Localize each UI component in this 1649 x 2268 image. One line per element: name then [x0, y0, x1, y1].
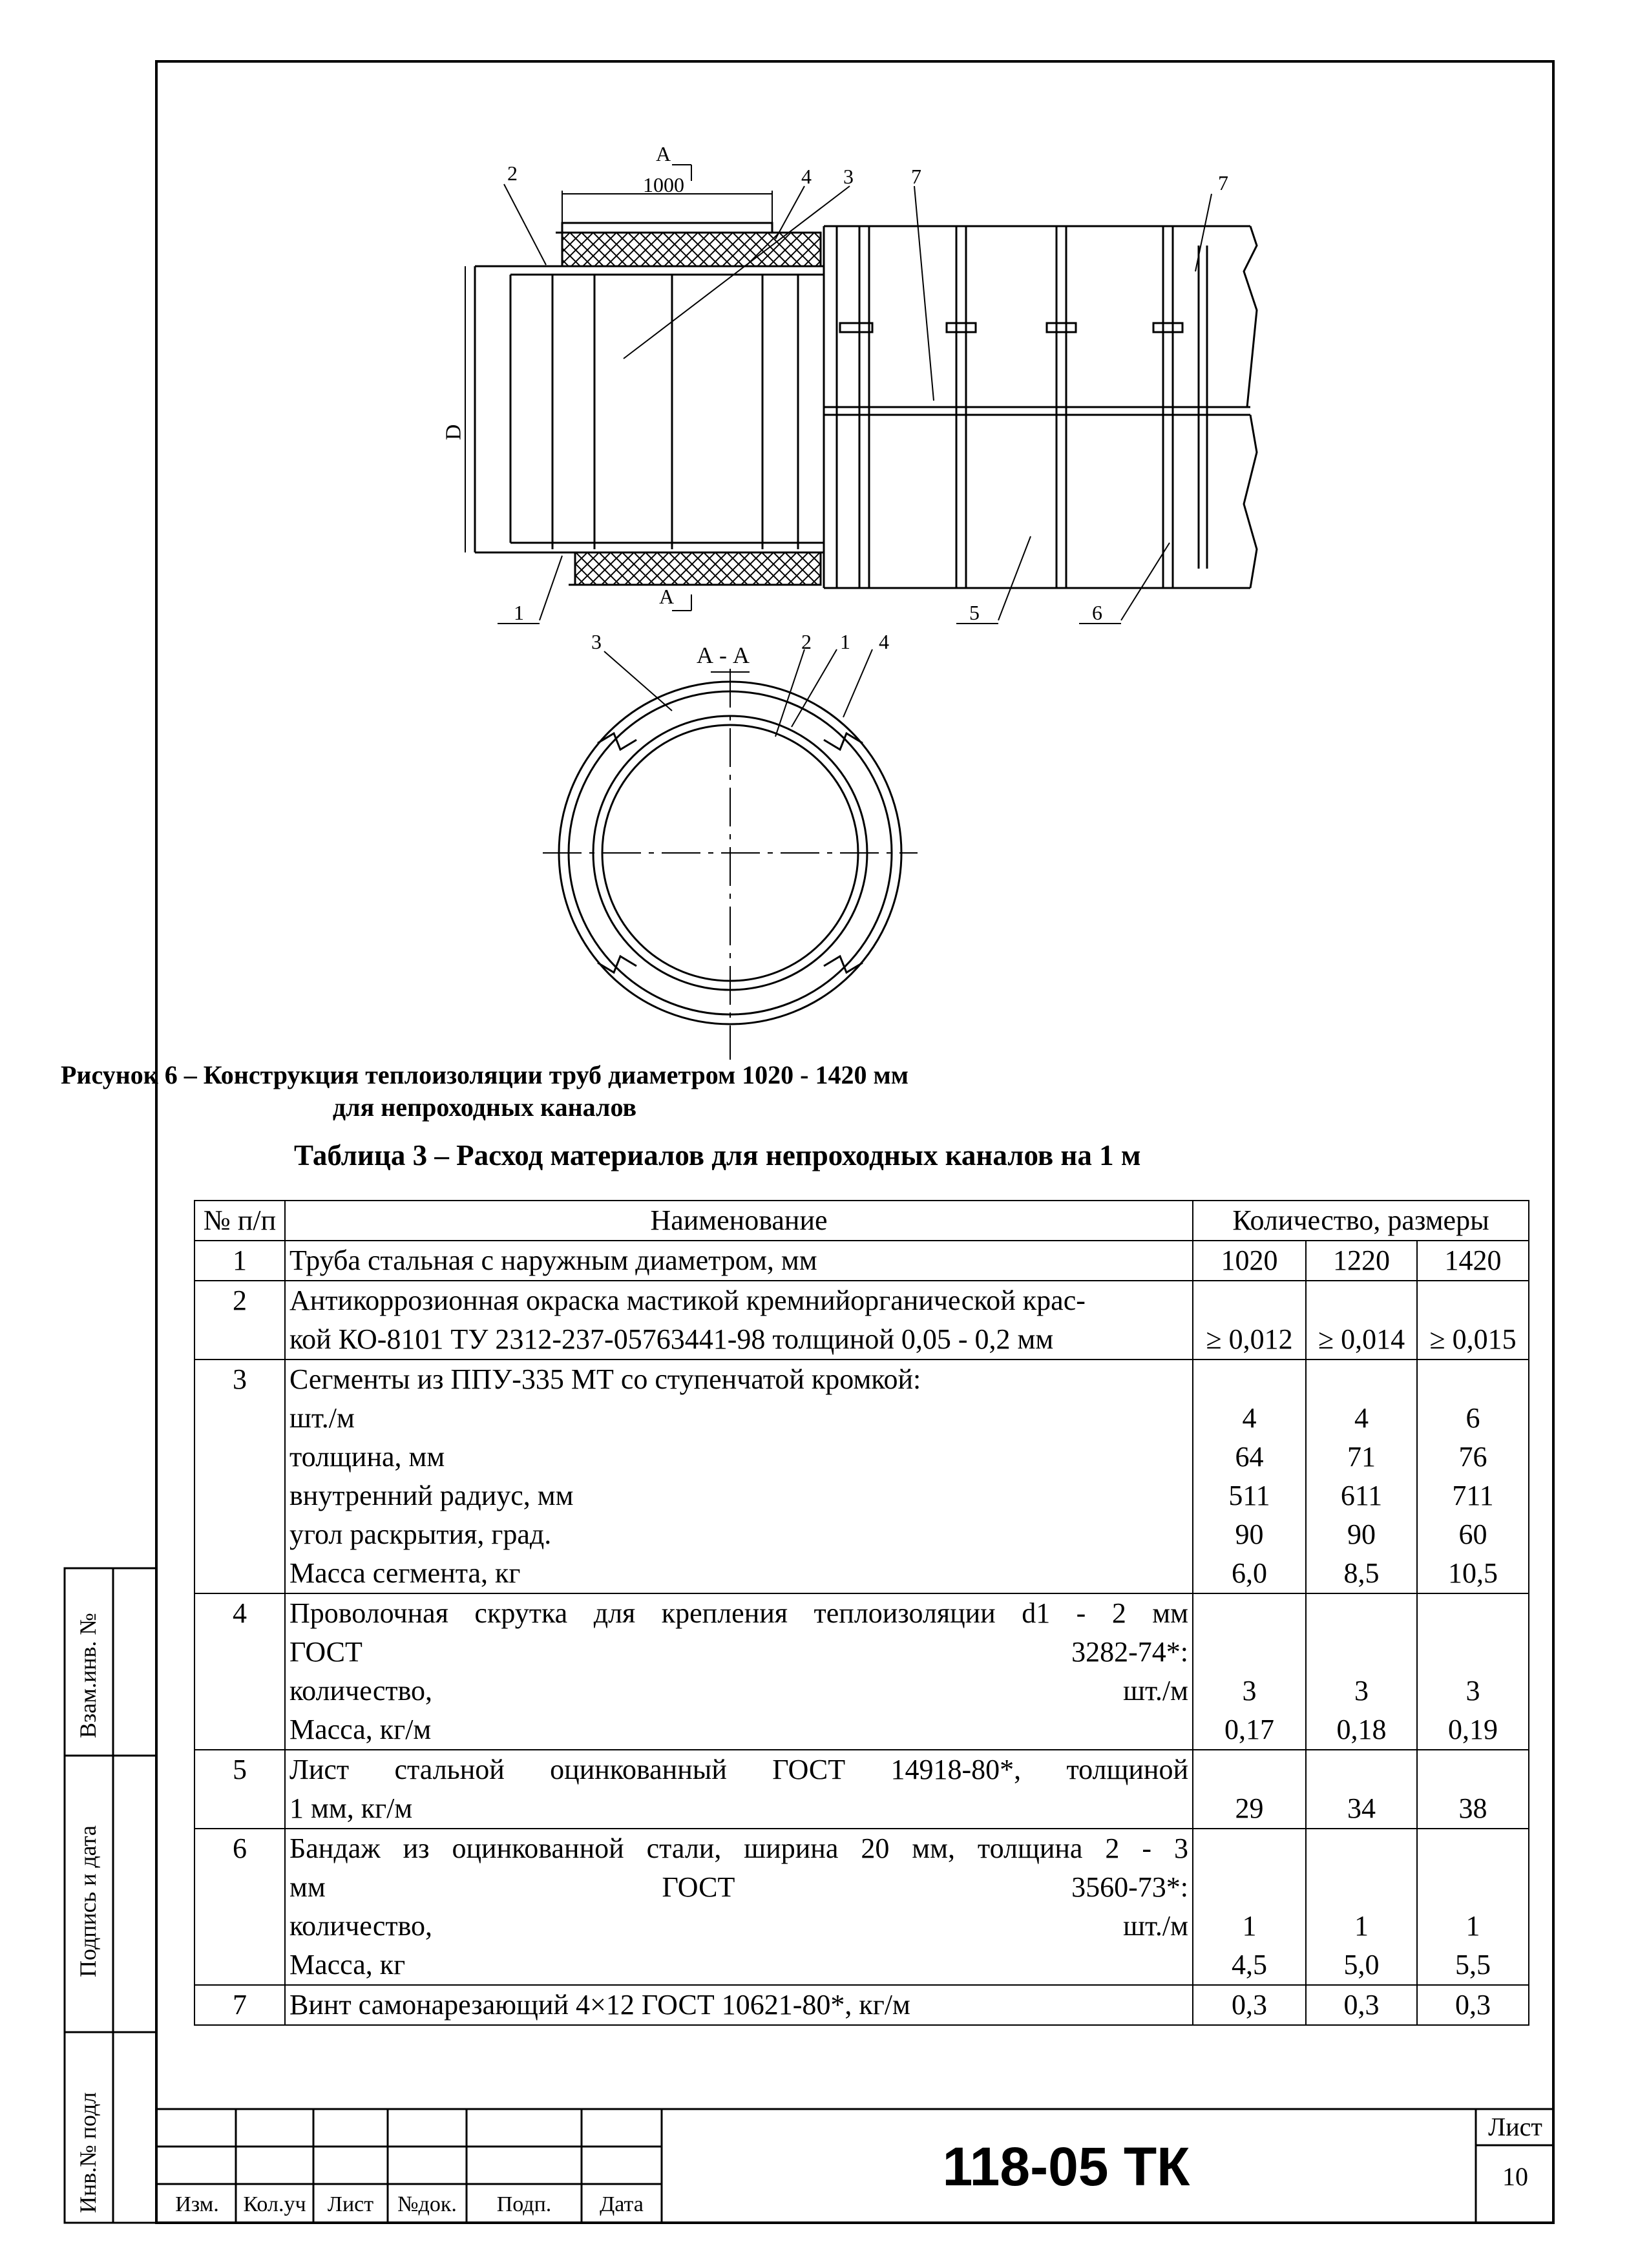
row-name-line: Сегменты из ППУ-335 МТ со ступенчатой кромкой: — [289, 1363, 921, 1395]
value-cell: 38 — [1458, 1792, 1487, 1824]
stamp-inv-replace: Взам.инв. № — [75, 1613, 101, 1738]
row-name-line: Масса, кг — [289, 1949, 406, 1980]
row-name-line: количество, шт./м — [289, 1910, 1188, 1942]
table-row — [194, 1750, 1529, 1829]
row-name-line: шт./м — [289, 1402, 355, 1434]
row-value-col-1 — [1193, 1985, 1306, 2025]
row-value-col-2 — [1306, 1985, 1417, 2025]
value-cell: 711 — [1452, 1480, 1494, 1511]
value-cell: 76 — [1458, 1441, 1487, 1473]
row-name-line: Проволочная скрутка для крепления теплоизоляции d1 - 2 мм — [289, 1597, 1188, 1629]
row-value-col-3 — [1417, 1829, 1529, 1985]
value-cell: 4 — [1354, 1402, 1369, 1434]
callout-side-1: 1 — [514, 601, 524, 624]
value-cell — [1197, 1281, 1301, 1320]
figure-caption-line1: Рисунок 6 – Конструкция теплоизоляции труб диаметром 1020 - 1420 мм — [60, 1060, 909, 1089]
value-cell: 8,5 — [1343, 1557, 1380, 1589]
value-cell: 90 — [1235, 1518, 1264, 1550]
table-row — [194, 1593, 1529, 1750]
value-cell: 511 — [1228, 1480, 1270, 1511]
callout-side-5: 5 — [969, 601, 980, 624]
row-value-col-2 — [1306, 1829, 1417, 1985]
callout-side-2: 2 — [507, 162, 518, 185]
row-name — [285, 1593, 1193, 1750]
section-mark-bottom: А — [659, 585, 675, 608]
row-value-col-3 — [1417, 1281, 1529, 1360]
callout-side-7a: 7 — [911, 165, 921, 188]
row-number: 5 — [194, 1750, 285, 1829]
value-cell — [1197, 1594, 1301, 1633]
value-cell — [1310, 1633, 1413, 1672]
value-cell — [1422, 1360, 1524, 1399]
jacket-with-bands — [824, 226, 1257, 588]
table-row — [194, 1985, 1529, 2025]
row-name-line: 1 мм, кг/м — [289, 1792, 413, 1824]
value-cell — [1422, 1829, 1524, 1868]
section-mark-top: А — [656, 142, 671, 165]
callout-side-7b: 7 — [1218, 171, 1228, 194]
value-cell: 0,19 — [1448, 1714, 1498, 1745]
row-name-line: толщина, мм — [289, 1441, 445, 1473]
figure-caption-line2: для непроходных каналов — [332, 1093, 637, 1122]
row-name-line: Винт самонарезающий 4×12 ГОСТ 10621-80*, кг/м — [289, 1989, 910, 2021]
value-cell: 29 — [1235, 1792, 1264, 1824]
value-cell — [1197, 1360, 1301, 1399]
table-row — [194, 1241, 1529, 1281]
value-cell: 1 — [1465, 1910, 1480, 1942]
value-cell: 3 — [1354, 1675, 1369, 1706]
value-cell: 611 — [1340, 1480, 1383, 1511]
row-value-col-3 — [1417, 1985, 1529, 2025]
materials-table — [194, 1200, 1529, 2026]
stamp-inv-orig: Инв.№ подл — [75, 2092, 101, 2213]
value-cell: 64 — [1235, 1441, 1264, 1473]
header-num: № п/п — [194, 1201, 285, 1241]
table-title: Таблица 3 – Расход материалов для непроходных каналов на 1 м — [294, 1139, 1141, 1171]
row-value-col-1 — [1193, 1750, 1306, 1829]
value-cell: ≥ 0,015 — [1429, 1323, 1517, 1355]
value-cell — [1422, 1281, 1524, 1320]
table-row — [194, 1829, 1529, 1985]
row-value-col-2 — [1306, 1360, 1417, 1593]
value-cell — [1310, 1360, 1413, 1399]
row-name-line: Лист стальной оцинкованный ГОСТ 14918-80*, толщиной — [289, 1754, 1188, 1785]
diameter-label: D — [441, 424, 466, 441]
callout-section-2: 2 — [801, 630, 812, 653]
value-cell: 5,5 — [1455, 1949, 1491, 1980]
value-cell — [1310, 1829, 1413, 1868]
row-value-col-3 — [1417, 1750, 1529, 1829]
header-qty: Количество, размеры — [1193, 1201, 1529, 1241]
value-cell: 5,0 — [1343, 1949, 1380, 1980]
row-value-col-1 — [1193, 1593, 1306, 1750]
value-cell: ≥ 0,014 — [1318, 1323, 1405, 1355]
tb-col-list: Лист — [327, 2192, 374, 2216]
row-value-col-3 — [1417, 1241, 1529, 1281]
value-cell: 34 — [1347, 1792, 1376, 1824]
row-value-col-2 — [1306, 1593, 1417, 1750]
value-cell: 10,5 — [1448, 1557, 1498, 1589]
section-title: А - А — [697, 642, 750, 668]
row-number: 3 — [194, 1360, 285, 1593]
stamp-sign-date: Подпись и дата — [75, 1825, 101, 1977]
value-cell: 0,18 — [1336, 1714, 1387, 1745]
table-row — [194, 1360, 1529, 1593]
callout-side-6: 6 — [1092, 601, 1102, 624]
value-cell: 1 — [1242, 1910, 1257, 1942]
value-cell: 4,5 — [1232, 1949, 1267, 1980]
row-value-col-1 — [1193, 1241, 1306, 1281]
value-cell: 0,3 — [1455, 1989, 1491, 2021]
table-body — [194, 1241, 1529, 2025]
pipe-side-view — [475, 266, 824, 552]
document-code: 118-05 ТК — [942, 2136, 1190, 2197]
row-name — [285, 1750, 1193, 1829]
row-name-line: угол раскрытия, град. — [289, 1518, 552, 1550]
row-name-line: количество, шт./м — [289, 1675, 1188, 1706]
row-name — [285, 1985, 1193, 2025]
row-name — [285, 1241, 1193, 1281]
value-cell: 1 — [1354, 1910, 1369, 1942]
row-name-line: Масса сегмента, кг — [289, 1557, 521, 1589]
value-cell: 90 — [1347, 1518, 1376, 1550]
row-value-col-3 — [1417, 1593, 1529, 1750]
value-cell: 1020 — [1221, 1244, 1278, 1276]
value-cell: 0,17 — [1224, 1714, 1274, 1745]
callout-section-4: 4 — [879, 630, 889, 653]
row-value-col-2 — [1306, 1750, 1417, 1829]
row-number: 7 — [194, 1985, 285, 2025]
row-name — [285, 1829, 1193, 1985]
row-number: 2 — [194, 1281, 285, 1360]
value-cell — [1422, 1868, 1524, 1907]
row-name — [285, 1281, 1193, 1360]
value-cell: ≥ 0,012 — [1206, 1323, 1293, 1355]
row-name-line: внутренний радиус, мм — [289, 1480, 574, 1511]
value-cell — [1422, 1750, 1524, 1789]
callout-section-3: 3 — [591, 630, 602, 653]
row-name-line: Антикоррозионная окраска мастикой кремнийорганической крас- — [289, 1285, 1086, 1316]
value-cell — [1310, 1750, 1413, 1789]
value-cell: 0,3 — [1232, 1989, 1267, 2021]
value-cell: 6,0 — [1232, 1557, 1267, 1589]
value-cell — [1422, 1594, 1524, 1633]
row-value-col-2 — [1306, 1241, 1417, 1281]
tb-col-koluch: Кол.уч — [243, 2192, 306, 2216]
value-cell: 1420 — [1444, 1244, 1502, 1276]
sheet-number: 10 — [1502, 2162, 1528, 2191]
value-cell: 3 — [1242, 1675, 1257, 1706]
row-name-line: мм ГОСТ 3560-73*: — [289, 1871, 1188, 1903]
tb-col-ndok: №док. — [397, 2192, 457, 2216]
value-cell: 1220 — [1333, 1244, 1390, 1276]
value-cell — [1422, 1633, 1524, 1672]
row-number: 6 — [194, 1829, 285, 1985]
callout-side-3: 3 — [843, 165, 854, 188]
row-value-col-1 — [1193, 1360, 1306, 1593]
row-name-line: Масса, кг/м — [289, 1714, 432, 1745]
row-value-col-3 — [1417, 1360, 1529, 1593]
value-cell — [1310, 1281, 1413, 1320]
value-cell: 0,3 — [1343, 1989, 1380, 2021]
value-cell — [1197, 1829, 1301, 1868]
value-cell — [1197, 1750, 1301, 1789]
row-number: 4 — [194, 1593, 285, 1750]
value-cell: 71 — [1347, 1441, 1376, 1473]
value-cell — [1310, 1868, 1413, 1907]
callout-side-4: 4 — [801, 165, 812, 188]
row-value-col-1 — [1193, 1281, 1306, 1360]
sheet-label: Лист — [1488, 2112, 1542, 2141]
row-name-line: Бандаж из оцинкованной стали, ширина 20 мм, толщина 2 - 3 — [289, 1832, 1188, 1864]
tb-col-podp: Подп. — [496, 2192, 552, 2216]
value-cell — [1197, 1868, 1301, 1907]
callout-section-1: 1 — [840, 630, 850, 653]
value-cell: 60 — [1458, 1518, 1487, 1550]
row-number: 1 — [194, 1241, 285, 1281]
header-name: Наименование — [285, 1201, 1193, 1241]
value-cell — [1197, 1633, 1301, 1672]
value-cell: 4 — [1242, 1402, 1257, 1434]
row-value-col-1 — [1193, 1829, 1306, 1985]
row-name — [285, 1360, 1193, 1593]
section-a-a — [543, 649, 918, 1060]
row-value-col-2 — [1306, 1281, 1417, 1360]
value-cell: 6 — [1465, 1402, 1480, 1434]
row-name-line: кой КО-8101 ТУ 2312-237-05763441-98 толщиной 0,05 - 0,2 мм — [289, 1323, 1054, 1355]
value-cell — [1310, 1594, 1413, 1633]
table-row — [194, 1281, 1529, 1360]
tb-col-data: Дата — [600, 2192, 644, 2216]
row-name-line: ГОСТ 3282-74*: — [289, 1636, 1188, 1668]
tb-col-izm: Изм. — [175, 2192, 219, 2216]
row-name-line: Труба стальная с наружным диаметром, мм — [289, 1244, 817, 1276]
dimension-1000: 1000 — [643, 173, 684, 196]
value-cell: 3 — [1465, 1675, 1480, 1706]
